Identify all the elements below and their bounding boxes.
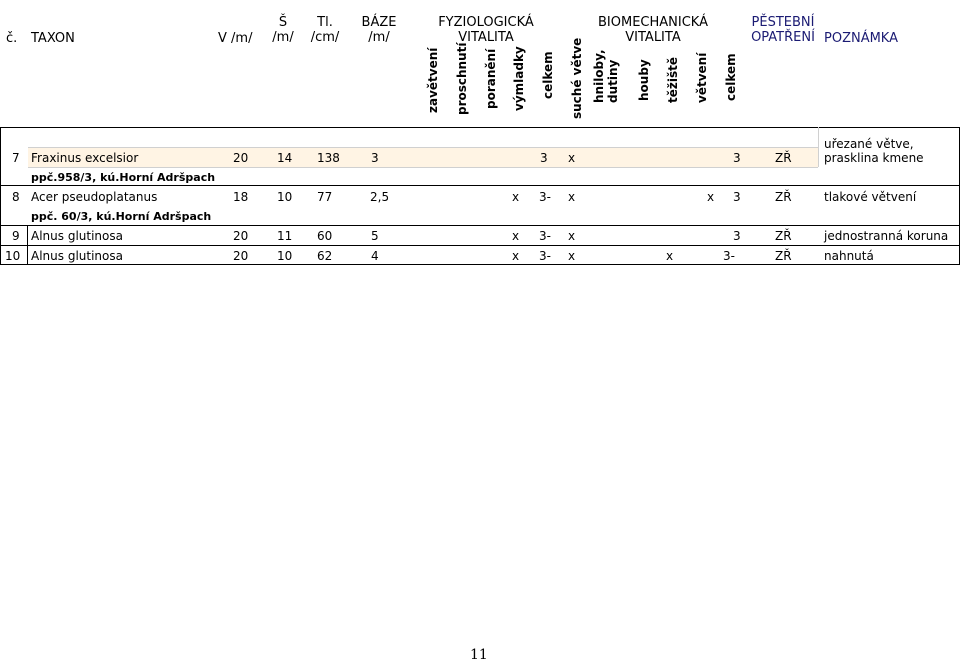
row-7-width: 14 — [277, 151, 293, 165]
row-8-number: 8 — [12, 190, 20, 204]
row-9-bio-total: 3 — [733, 229, 741, 243]
col-header-base-unit: /m/ — [368, 30, 390, 45]
table-left-border — [0, 127, 1, 265]
row-9-phys-total: x — [512, 229, 520, 243]
parcel-subheading: ppč. 60/3, kú.Horní Adršpach — [31, 210, 212, 223]
col-header-physiological — [430, 15, 542, 45]
row-7-note — [824, 137, 924, 165]
subheader-dry-branches: suché větve — [570, 37, 584, 119]
row-8-base: 2,5 — [370, 190, 390, 204]
col-header-physiological-line2: VITALITA — [458, 30, 514, 45]
row-9-base: 5 — [371, 229, 379, 243]
col-header-biomechanical-line2: VITALITA — [625, 30, 681, 45]
row-8-phys-total: x — [512, 190, 520, 204]
row-7-bottom-border — [28, 167, 818, 168]
header-bottom-border — [0, 127, 960, 128]
col-header-silviculture-line1: PĚSTEBNÍ — [751, 15, 815, 30]
col-header-physiological-line1: FYZIOLOGICKÁ — [438, 15, 534, 30]
row-9-silviculture: ZŘ — [775, 229, 792, 243]
note-column-border — [818, 127, 819, 167]
col-header-biomechanical — [590, 15, 716, 45]
subheader-rot-cavities: hniloby, dutiny — [592, 49, 620, 103]
row-7-note-line2: prasklina kmene — [824, 151, 924, 165]
row-10-branching: x — [666, 249, 674, 263]
col-header-thickness — [305, 15, 345, 45]
row-10-top-border — [0, 245, 960, 246]
row-7-note-line1: uřezané větve, — [824, 137, 914, 151]
col-header-width-unit: /m/ — [272, 30, 294, 45]
col-header-height: V /m/ — [218, 31, 253, 46]
col-header-thickness-label: Tl. — [317, 15, 333, 30]
row-8-top-border — [0, 185, 960, 186]
row-10-base: 4 — [371, 249, 379, 263]
row-7-bio-total: 3 — [733, 151, 741, 165]
row-8-taxon: Acer pseudoplatanus — [31, 190, 158, 204]
row-7-number: 7 — [12, 151, 20, 165]
col-header-biomechanical-line1: BIOMECHANICKÁ — [598, 15, 708, 30]
row-7-taxon: Fraxinus excelsior — [31, 151, 139, 165]
col-header-silviculture-line2: OPATŘENÍ — [751, 30, 815, 45]
subheader-branching: zavětvení — [426, 47, 440, 113]
row-7-height: 20 — [233, 151, 249, 165]
row-9-width: 11 — [277, 229, 293, 243]
row-10-rot-cavities: x — [568, 249, 576, 263]
col-header-note: POZNÁMKA — [824, 31, 899, 46]
row-10-number: 10 — [5, 249, 21, 263]
subheader-fungi: houby — [637, 59, 651, 101]
col-header-width — [270, 15, 296, 45]
row-10-height: 20 — [233, 249, 249, 263]
row-7-base: 3 — [371, 151, 379, 165]
row-10-taxon: Alnus glutinosa — [31, 249, 123, 263]
row-7-top-border — [28, 147, 818, 148]
row-9-height: 20 — [233, 229, 249, 243]
row-10-thickness: 62 — [317, 249, 333, 263]
parcel-subheading: ppč.958/3, kú.Horní Adršpach — [31, 171, 216, 184]
row-10-width: 10 — [277, 249, 293, 263]
row-8-height: 18 — [233, 190, 249, 204]
row-8-note: tlakové větvení — [824, 190, 917, 204]
subheader-bio-total: celkem — [724, 53, 738, 101]
row-8-silviculture: ZŘ — [775, 190, 792, 204]
row-10-bio-total: 3- — [723, 249, 735, 263]
col-header-base-label: BÁZE — [361, 15, 397, 30]
col-header-number: č. — [6, 31, 18, 46]
subheader-sprouts: výmladky — [512, 46, 526, 111]
col-header-width-label: Š — [278, 15, 288, 30]
number-column-border — [27, 225, 28, 265]
row-9-rot-cavities: x — [568, 229, 576, 243]
row-7-thickness: 138 — [317, 151, 340, 165]
page-number: 11 — [470, 647, 488, 663]
subheader-phys-total: celkem — [541, 51, 555, 99]
row-8-thickness: 77 — [317, 190, 333, 204]
row-10-phys-total: x — [512, 249, 520, 263]
row-10-note: nahnutá — [824, 249, 874, 263]
row-9-note: jednostranná koruna — [824, 229, 949, 243]
row-7-silviculture: ZŘ — [775, 151, 792, 165]
row-9-taxon: Alnus glutinosa — [31, 229, 123, 243]
row-10-silviculture: ZŘ — [775, 249, 792, 263]
col-header-thickness-unit: /cm/ — [310, 30, 340, 45]
row-8-bio-total: 3 — [733, 190, 741, 204]
row-9-top-border — [0, 225, 960, 226]
subheader-injury: poranění — [484, 48, 498, 109]
col-header-base — [358, 15, 400, 45]
row-9-thickness: 60 — [317, 229, 333, 243]
row-8-rot-cavities: x — [568, 190, 576, 204]
col-header-taxon: TAXON — [31, 31, 75, 46]
row-10-dry-branches: 3- — [539, 249, 551, 263]
row-8-width: 10 — [277, 190, 293, 204]
row-highlight — [28, 147, 818, 167]
row-8-dry-branches: 3- — [539, 190, 551, 204]
row-8-branching: x — [707, 190, 715, 204]
row-7-dry-branches: x — [568, 151, 576, 165]
col-header-silviculture — [747, 15, 819, 45]
table-bottom-border — [0, 264, 960, 265]
subheader-branching-structure: větvení — [695, 52, 709, 103]
subheader-drying: proschnutí — [455, 42, 469, 115]
row-9-dry-branches: 3- — [539, 229, 551, 243]
row-9-number: 9 — [12, 229, 20, 243]
row-7-phys-total: 3 — [540, 151, 548, 165]
subheader-center-gravity: těžiště — [666, 57, 680, 103]
